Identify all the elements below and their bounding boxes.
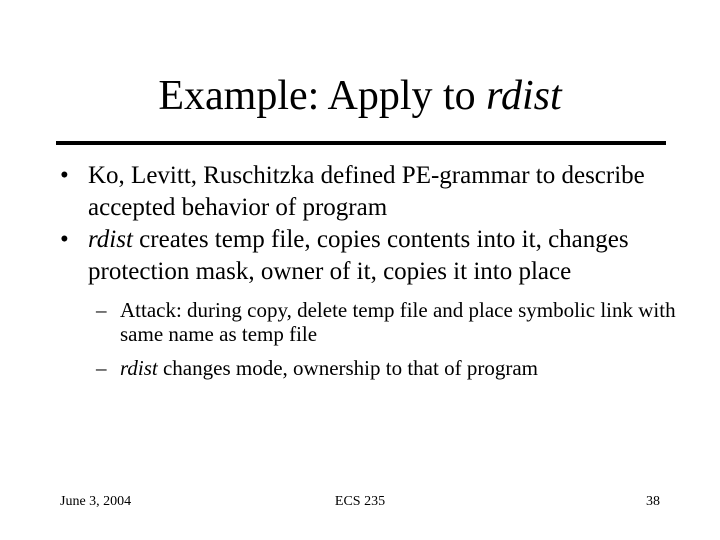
subbullet-marker: –	[96, 298, 107, 322]
subbullet-item	[96, 298, 680, 346]
bullet-item	[60, 160, 680, 224]
title-emphasis: rdist	[486, 73, 562, 119]
footer-course: ECS 235	[334, 494, 386, 509]
subbullet-list	[60, 298, 680, 380]
bullet-emphasis: rdist	[88, 226, 133, 253]
footer-page-number: 38	[646, 494, 660, 509]
bullet-item	[60, 224, 680, 288]
subbullet-marker: –	[96, 356, 107, 380]
slide-title	[0, 70, 720, 122]
bullet-marker: •	[60, 226, 69, 253]
bullet-text: Ko, Levitt, Ruschitzka defined PE-grammar to describe accepted behavior of program	[88, 162, 645, 221]
bullet-text: creates temp file, copies contents into it, changes protection mask, owner of it, copies it into place	[88, 226, 629, 285]
subbullet-emphasis: rdist	[120, 356, 158, 380]
subbullet-text: Attack: during copy, delete temp file and place symbolic link with same name as temp file	[120, 298, 676, 346]
title-prefix: Example: Apply to	[158, 73, 487, 119]
subbullet-item	[96, 356, 680, 380]
title-divider	[56, 141, 666, 145]
footer-date: June 3, 2004	[60, 494, 132, 509]
bullet-list	[60, 160, 680, 390]
bullet-marker: •	[60, 162, 69, 189]
subbullet-text: changes mode, ownership to that of program	[157, 356, 538, 380]
